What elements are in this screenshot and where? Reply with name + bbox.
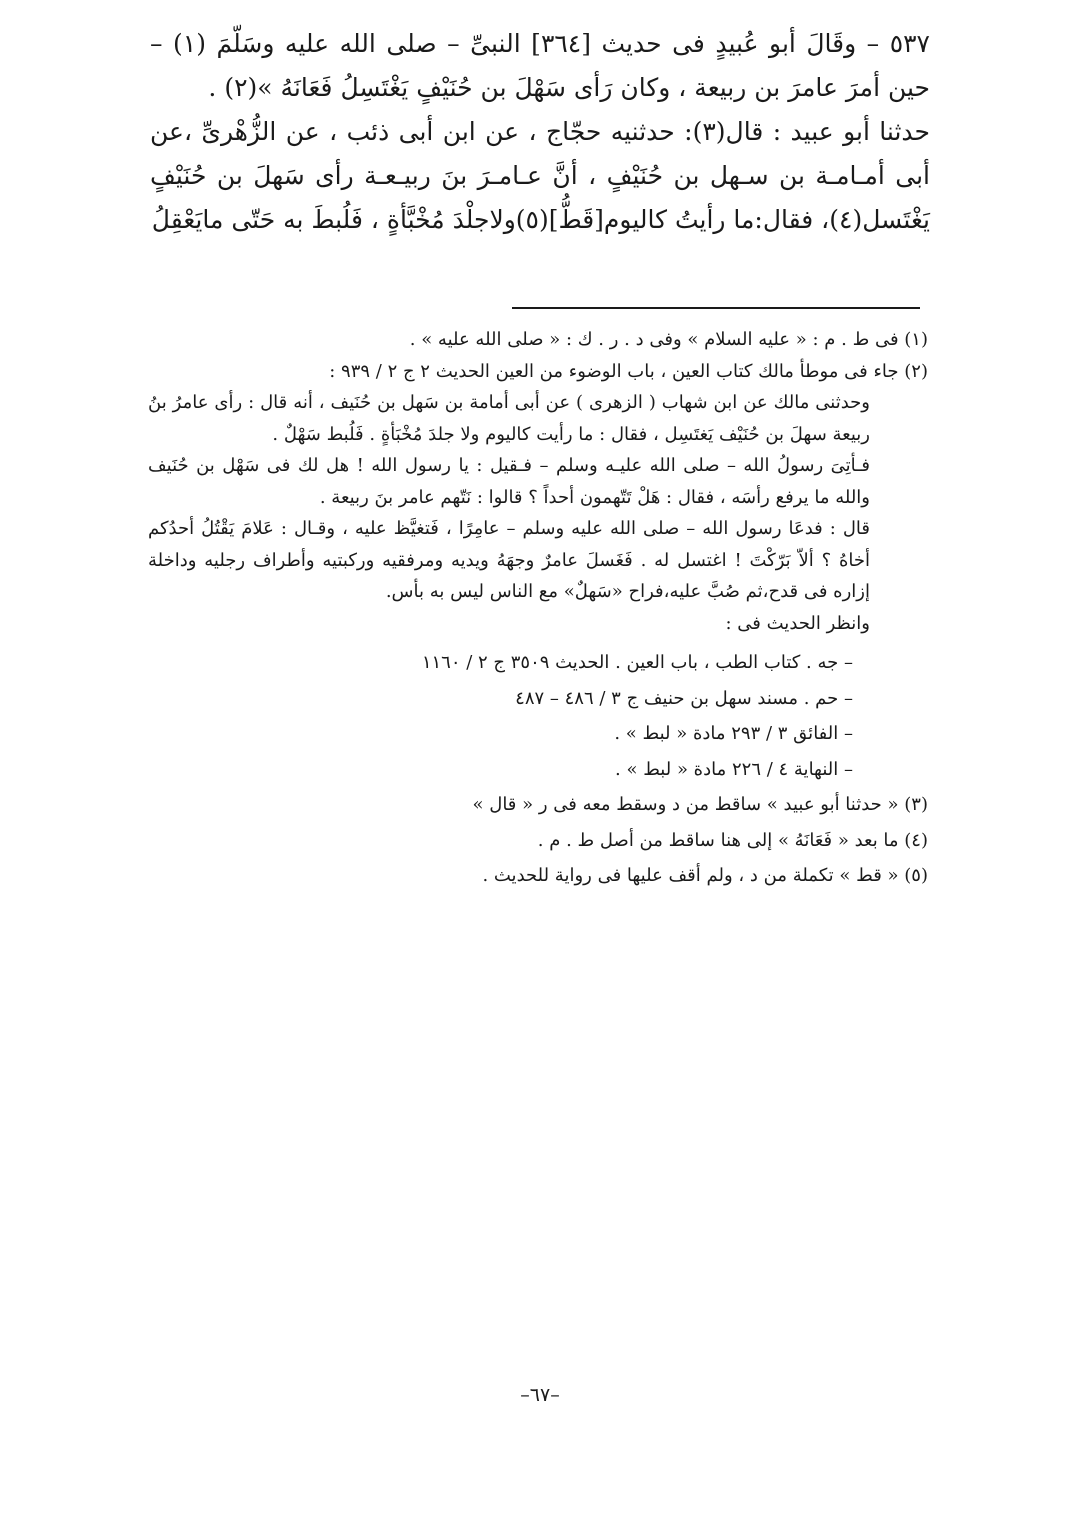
footnote-2-hadith-continuation: فـأتِىَ رسولُ الله – صلى الله عليـه وسلم – فـقيل : يا رسول الله ! هل لك فى سَهْل بن حُنَيف والله ما يرفع رأسَه ، فقال : هَلْ تَتّهمون أحداً ؟ قالوا : نَتّهم عامر بنَ ربيعة .	[148, 455, 870, 508]
reference-item: – الفائق ٣ / ٢٩٣ مادة « لبط » .	[614, 723, 853, 744]
reference-list	[148, 645, 928, 787]
footnote-3: (٣) « حدثنا أبو عبيد » ساقط من د وسقط معه فى ر « قال »	[472, 794, 928, 815]
footnote-1: (١) فى ط . م : « عليه السلام » وفى د . ر . ك : « صلى الله عليه » .	[409, 329, 928, 350]
footnote-divider	[512, 307, 920, 309]
footnote-2-head: (٢) جاء فى موطأ مالك كتاب العين ، باب الوضوء من العين الحديث ٢ ج ٢ / ٩٣٩ :	[329, 360, 928, 382]
main-text	[150, 22, 930, 242]
reference-item: – جه . كتاب الطب ، باب العين . الحديث ٣٥٠٩ ج ٢ / ١١٦٠	[421, 652, 853, 673]
reference-item: – حم . مسند سهل بن حنيف ج ٣ / ٤٨٦ – ٤٨٧	[515, 687, 853, 709]
footnote-4: (٤) ما بعد « فَعَانَهُ » إلى هنا ساقط من أصل ط . م .	[537, 829, 928, 851]
footnote-2-hadith-text: وحدثنى مالك عن ابن شهاب ( الزهرى ) عن أبى أمامة بن سَهل بن حُنَيف ، أنه قال : رأى عامرُ بنُ ربيعة سهلَ بن حُنَيْف يَغتَسِل ، فقال : ما رأيت كاليوم ولا جلدَ مُخْبَأةٍ . فَلُبط سَهْلٌ .	[148, 392, 870, 445]
main-paragraph-537: ٥٣٧ – وقَالَ أبو عُبيدٍ فى حديث [٣٦٤] النبىِّ – صلى الله عليه وسَلّمَ (١) – حين أمرَ عامرَ بن ربيعة ، وكان رَأى سَهْلَ بن حُنَيْفٍ يَغْتَسِلُ فَعَانَهُ »(٢) .	[150, 29, 930, 102]
footnotes	[148, 324, 928, 894]
footnote-2-hadith-ending: قال : فدعَا رسول الله – صلى الله عليه وسلم – عامِرًا ، فَتغيَّظ عليه ، وقـال : عَلامَ يَقْتُلُ أحدُكم أخاهُ ؟ ألاّ بَرّكْتَ ! اغتسل له . فَغَسلَ عامرٌ وجهَهُ ويديه ومرفقيه وركبتيه وأطراف رجليه وداخلة إزاره فى قدح،ثم صُبَّ عليه،فراح «سَهلٌ» مع الناس ليس به بأس.	[148, 518, 870, 602]
main-paragraph-isnad: حدثنا أبو عبيد : قال(٣): حدثنيه حجّاج ، عن ابن أبى ذئب ، عن الزُّهْرىِّ ،عن أبى أمـامـة بن سـهل بن حُنَيْفٍ ، أنَّ عـامـرَ بنَ ربيـعـة رأى سَهلَ بن حُنَيْفٍ يَغْتَسل(٤)، فقال:ما رأيتُ كاليوم[قَطُّ](٥)ولاجلْدَ مُخْبَّأةٍ ، فَلُبطَ به حَتّى مايَعْقِلُ	[150, 117, 930, 234]
page-number: –٦٧–	[520, 1384, 560, 1406]
reference-item: – النهاية ٤ / ٢٢٦ مادة « لبط » .	[615, 758, 853, 780]
footnote-5: (٥) « قط » تكملة من د ، ولم أقف عليها فى رواية للحديث .	[482, 865, 928, 886]
footnote-2-see-also: وانظر الحديث فى :	[725, 612, 870, 634]
